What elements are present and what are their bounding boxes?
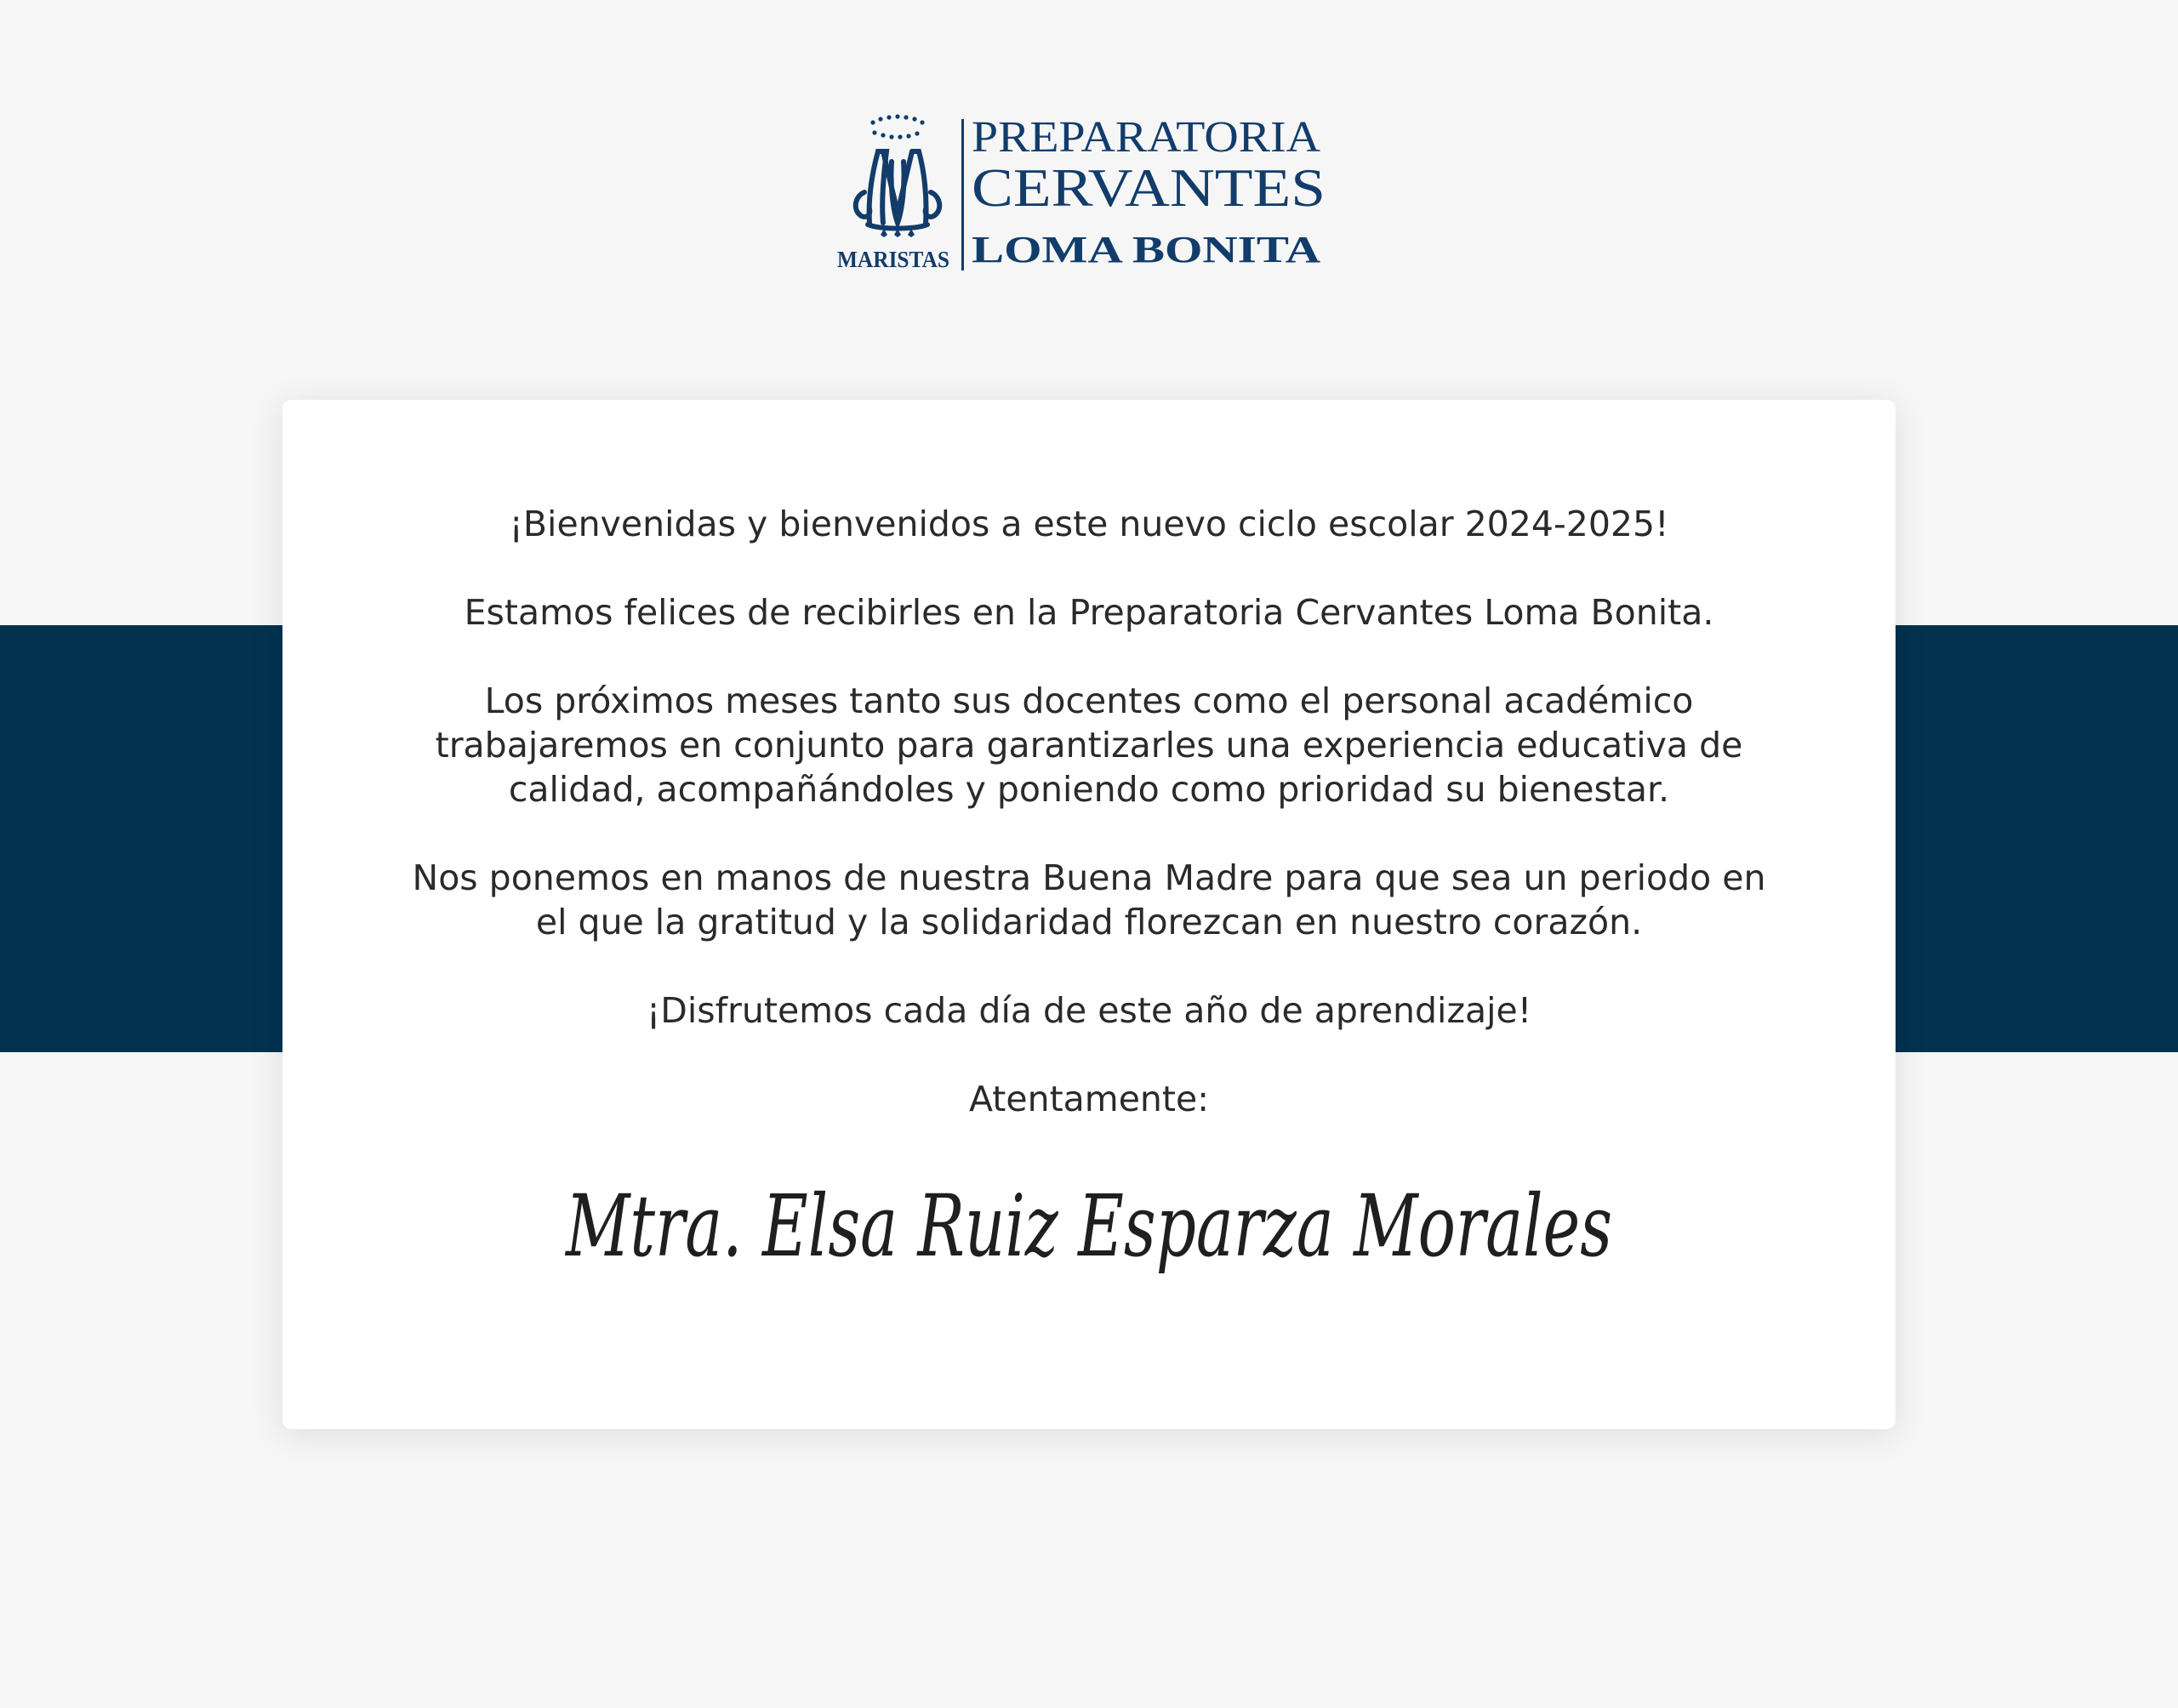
marian-monogram-icon	[856, 151, 940, 229]
stars-crown-icon	[870, 114, 924, 139]
school-logo-graphic	[834, 111, 1344, 281]
school-logo	[834, 111, 1344, 281]
signature	[410, 1155, 1768, 1300]
logo-divider	[961, 119, 964, 270]
signature-graphic	[544, 1155, 1634, 1300]
signature-name: Mtra. Elsa Ruiz Esparza Morales	[564, 1176, 1612, 1276]
letter-paragraph-welcome: Estamos felices de recibirles en la Preparatoria Cervantes Loma Bonita.	[464, 592, 1714, 633]
letter-paragraph-commitment: Los próximos meses tanto sus docentes como el personal académico trabajaremos en conjunto para garantizarles una experiencia educativa de calidad, acompañándoles y poniendo como prioridad su bienestar.	[435, 680, 1743, 810]
logo-line-loma-bonita: LOMA BONITA	[972, 229, 1321, 270]
letter-paragraph-greeting: ¡Bienvenidas y bienvenidos a este nuevo ciclo escolar 2024-2025!	[509, 504, 1669, 544]
letter-closing: Atentamente:	[968, 1079, 1210, 1119]
logo-line-preparatoria: PREPARATORIA	[972, 113, 1321, 162]
letter-paragraph-blessing: Nos ponemos en manos de nuestra Buena Madre para que sea un periodo en el que la gratitud y la solidaridad florezcan en nuestro corazón.	[412, 857, 1766, 942]
logo-line-cervantes: CERVANTES	[972, 157, 1326, 218]
maristas-label: MARISTAS	[837, 247, 949, 272]
letter-paragraph-enjoy: ¡Disfrutemos cada día de este año de aprendizaje!	[646, 990, 1532, 1031]
letter-card	[282, 400, 1896, 1429]
